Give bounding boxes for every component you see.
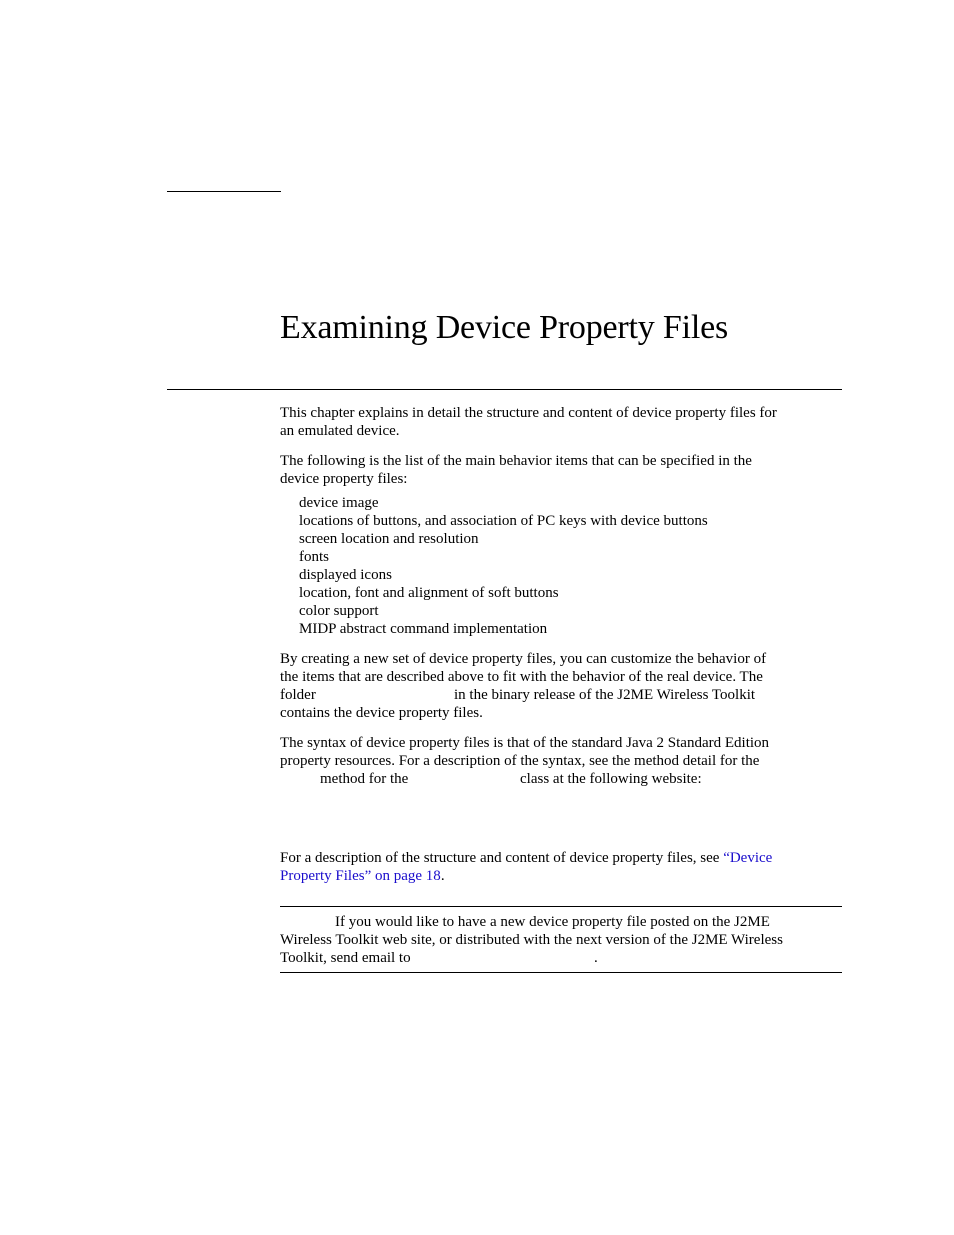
top-short-rule: [167, 191, 281, 192]
list-item: displayed icons: [299, 567, 392, 583]
syntax-method-text: method for the: [320, 771, 409, 787]
customize-line-2: the items that are described above to fit with the behavior of the real device. The: [280, 669, 763, 685]
behavior-items-list: [299, 494, 708, 638]
customize-folder-label: folder: [280, 687, 316, 703]
device-property-files-link[interactable]: “Device: [723, 850, 773, 866]
note-period: .: [594, 950, 598, 966]
device-property-files-link-cont[interactable]: Property Files” on page 18: [280, 868, 441, 884]
list-item: MIDP abstract command implementation: [299, 621, 548, 637]
list-intro-line-2: device property files:: [280, 471, 408, 487]
list-item: location, font and alignment of soft buttons: [299, 585, 559, 601]
syntax-line-2: property resources. For a description of the syntax, see the method detail for the: [280, 753, 760, 769]
note-line-3: [280, 949, 845, 967]
note-line-1: [280, 913, 845, 931]
list-intro-paragraph: [280, 452, 845, 488]
customize-paragraph: [280, 650, 845, 722]
note-top-rule: [280, 906, 842, 907]
chapter-title: Examining Device Property Files: [280, 309, 728, 346]
note-text-1: If you would like to have a new device property file posted on the J2ME: [335, 914, 770, 930]
structure-line-1: [280, 849, 845, 867]
syntax-line-1: The syntax of device property files is that of the standard Java 2 Standard Edition: [280, 735, 770, 751]
syntax-class-text: class at the following website:: [520, 771, 702, 787]
list-item: screen location and resolution: [299, 531, 479, 547]
note-text-3: Toolkit, send email to: [280, 950, 411, 966]
list-item: device image: [299, 495, 379, 511]
structure-period: .: [440, 868, 445, 884]
intro-line-1: This chapter explains in detail the structure and content of device property files for: [280, 405, 777, 421]
syntax-paragraph: [280, 734, 845, 788]
note-line-2: Wireless Toolkit web site, or distributed with the next version of the J2ME Wireless: [280, 932, 783, 948]
note-bottom-rule: [280, 972, 842, 973]
structure-text: For a description of the structure and content of device property files, see: [280, 850, 724, 866]
list-intro-line-1: The following is the list of the main behavior items that can be specified in the: [280, 453, 752, 469]
customize-release-text: in the binary release of the J2ME Wireless Toolkit: [454, 687, 756, 703]
structure-line-2: [280, 867, 845, 885]
list-item: locations of buttons, and association of PC keys with device buttons: [299, 513, 708, 529]
syntax-line-3: [280, 770, 845, 788]
structure-paragraph: [280, 849, 845, 885]
note-paragraph: [280, 913, 845, 967]
title-rule: [167, 389, 842, 390]
list-item: fonts: [299, 549, 329, 565]
customize-line-1: By creating a new set of device property files, you can customize the behavior of: [280, 651, 767, 667]
intro-line-2: an emulated device.: [280, 423, 400, 439]
customize-line-3: [280, 686, 845, 704]
customize-line-4: contains the device property files.: [280, 705, 483, 721]
list-item: color support: [299, 603, 379, 619]
intro-paragraph: [280, 404, 845, 440]
